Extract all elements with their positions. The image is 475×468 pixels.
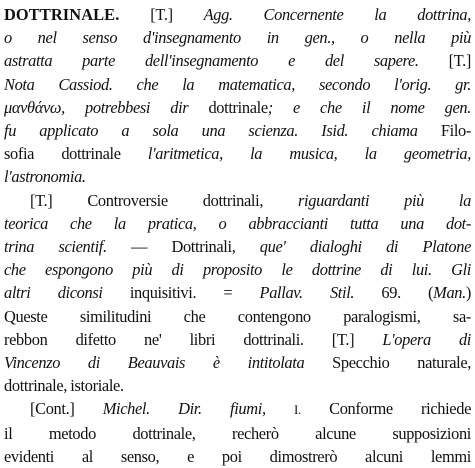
entry-text: [T.] Controversie dottrinali,: [30, 190, 299, 210]
entry-text: [Cont.]: [30, 399, 103, 419]
entry-text: Specchio naturale,: [304, 353, 471, 373]
entry-text: che espongono più di proposito le dottrine di lui. Gli: [4, 260, 471, 280]
entry-text: trina scientif.: [4, 237, 107, 257]
entry-line: [4, 328, 471, 351]
entry-line: [4, 119, 471, 142]
entry-text: [266, 399, 294, 418]
entry-text: Agg. Concernente la dottrina,: [203, 5, 471, 24]
entry-line: [4, 351, 471, 374]
entry-text: inquisitivi. =: [102, 283, 260, 303]
entry-text: Filo-: [417, 121, 471, 141]
entry-line: [4, 3, 471, 26]
dictionary-entry-dottrinale: [4, 3, 471, 468]
entry-text: l'astronomia.: [4, 167, 86, 187]
entry-text: rebbon difetto ne' libri dottrinali. [T.]: [4, 329, 383, 349]
entry-text: [T.]: [418, 51, 471, 71]
entry-line: [4, 165, 471, 188]
headword: DOTTRINALE.: [4, 5, 120, 24]
entry-text: Pallav. Stil.: [259, 283, 355, 303]
entry-line: [4, 142, 471, 165]
entry-text: Vincenzo di Beauvais è intitolata: [4, 353, 305, 373]
entry-text: riguardanti più la: [298, 190, 471, 210]
entry-line: [4, 189, 471, 212]
entry-text: I.: [293, 402, 301, 418]
entry-line: [4, 49, 471, 72]
entry-text: teorica che la pratica, o abbraccianti tutta una dot-: [4, 213, 471, 233]
entry-text: l'aritmetica, la musica, la geometria,: [147, 144, 471, 164]
entry-text: μανθάνω, potrebbesi dir: [4, 97, 189, 117]
entry-text: astratta parte dell'insegnamento e del sapere.: [4, 51, 419, 71]
entry-text: Man.: [433, 283, 466, 303]
entry-text: fu applicato a sola una scienza. Isid. chiama: [4, 121, 418, 141]
entry-line: [4, 422, 471, 445]
entry-line: [4, 73, 471, 96]
entry-text: dottrinale: [188, 97, 268, 117]
entry-line: [4, 96, 471, 119]
entry-text: 69. (: [354, 283, 434, 303]
entry-text: — Dottrinali,: [106, 237, 260, 257]
entry-text: Michel. Dir. fiumi,: [102, 399, 266, 419]
entry-line: [4, 235, 471, 258]
entry-text: [T.]: [119, 5, 204, 24]
entry-text: que' dialoghi di Platone: [259, 237, 471, 257]
entry-line: [4, 281, 471, 304]
entry-text: Nota Cassiod. che la matematica, secondo l'orig. gr.: [4, 74, 471, 94]
entry-line: [4, 212, 471, 235]
entry-text: o nel senso d'insegnamento in gen., o nella più: [4, 28, 471, 48]
entry-line: [4, 374, 471, 397]
entry-line: [4, 26, 471, 49]
entry-text: dottrinale, istoriale.: [4, 376, 124, 396]
entry-text: il metodo dottrinale, recherò alcune supposizioni: [4, 423, 471, 443]
entry-line: [4, 397, 471, 421]
entry-text: sofia dottrinale: [4, 144, 148, 164]
entry-text: Queste similitudini che contengono paralogismi, sa-: [4, 306, 471, 326]
entry-text: L'opera di: [382, 329, 471, 349]
entry-text: Conforme richiede: [300, 399, 471, 419]
entry-text: ; e che il nome gen.: [267, 97, 471, 117]
entry-text: evidenti al senso, e poi dimostrerò alcuni lemmi: [4, 446, 471, 466]
entry-line: [4, 445, 471, 468]
entry-line: [4, 305, 471, 328]
entry-text: ): [465, 283, 471, 303]
entry-line: [4, 258, 471, 281]
entry-text: altri diconsi: [4, 283, 103, 303]
